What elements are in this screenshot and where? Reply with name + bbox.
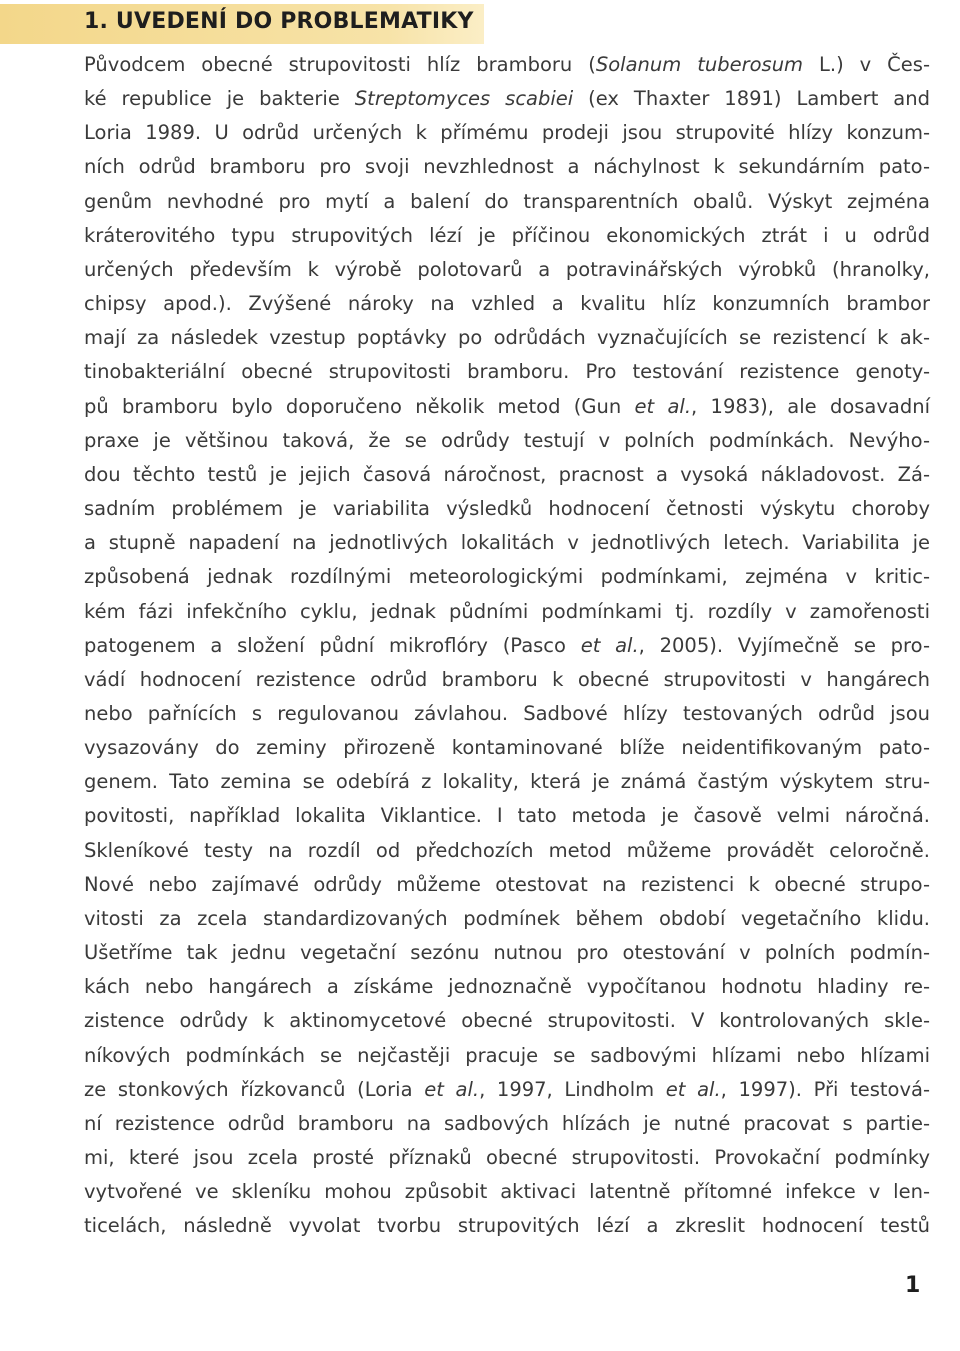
italic-text: et al. [424,1077,480,1101]
text-run: kém fázi infekčního cyklu, jednak půdními podmínkami tj. rozdíly v zamořenosti [84,599,930,623]
text-line [84,663,930,697]
text-line [84,1004,930,1038]
text-line [84,902,930,936]
text-run: vysazovány do zeminy přirozeně kontaminované blíže neidentifikovaným pato- [84,736,930,760]
text-run: ních odrůd bramboru pro svoji nevzhlednost a náchylnost k sekundárním pato- [84,155,930,179]
text-run: vitosti za zcela standardizovaných podmínek během období vegetačního klidu. [84,906,930,930]
text-line [84,1141,930,1175]
text-run: , 1997, Lindholm [479,1077,666,1101]
text-run: dou těchto testů je jejich časová náročnost, pracnost a vysoká nákladovost. Zá- [84,462,930,486]
text-line [84,765,930,799]
text-run: Loria 1989. U odrůd určených k přímému prodeji jsou strupovité hlízy konzum- [84,121,930,145]
text-line [84,458,930,492]
text-run: (ex Thaxter 1891) Lambert and [573,87,930,111]
text-line [84,1107,930,1141]
text-line [84,185,930,219]
text-line [84,355,930,389]
text-line [84,1209,930,1243]
text-run: určených především k výrobě polotovarů a potravinářských výrobků (hranolky, [84,257,930,281]
text-run: genům nevhodné pro mytí a balení do transparentních obalů. Výskyt zejména [84,189,930,213]
text-run: Ušetříme tak jednu vegetační sezónu nutnou pro otestování v polních podmín- [84,941,930,965]
text-run: vytvořené ve skleníku mohou způsobit aktivaci latentně přítomné infekce v len- [84,1180,930,1204]
text-run: Skleníkové testy na rozdíl od předchozích metod můžeme provádět celoročně. [84,838,930,862]
text-line [84,595,930,629]
italic-text: Solanum tuberosum [595,53,804,76]
text-run: Nové nebo zajímavé odrůdy můžeme otestovat na rezistenci k obecné strupo- [84,872,930,896]
text-run: vádí hodnocení rezistence odrůd bramboru k obecné strupovitosti v hangárech [84,667,930,691]
text-run: ké republice je bakterie [84,87,355,111]
chapter-heading: 1. UVEDENÍ DO PROBLEMATIKY [84,9,474,34]
text-run: , 1997). Při testová- [720,1077,930,1101]
text-run: a stupně napadení na jednotlivých lokalitách v jednotlivých letech. Variabilita je [84,531,930,555]
text-run: zistence odrůdy k aktinomycetové obecné strupovitosti. V kontrolovaných skle- [84,1009,930,1033]
italic-text: et al. [665,1077,721,1101]
text-line [84,526,930,560]
text-line [84,970,930,1004]
body-paragraph [84,48,930,1243]
italic-text: et al. [634,394,692,418]
text-run: mi, které jsou zcela prosté příznaků obecné strupovitosti. Provokační podmínky [84,1146,930,1169]
text-line [84,936,930,970]
italic-text: Streptomyces scabiei [354,87,574,111]
text-line [84,799,930,833]
text-line [84,287,930,321]
text-run: , 1983), ale dosavadní [691,394,931,418]
text-run: patogenem a složení půdní mikroflóry (Pasco [84,633,581,657]
text-line [84,1039,930,1073]
text-line [84,629,930,663]
text-line [84,424,930,458]
text-line [84,868,930,902]
text-line [84,321,930,355]
text-run: ze stonkových řízkovanců (Loria [84,1077,425,1101]
text-line [84,390,930,424]
text-run: způsobená jednak rozdílnými meteorologickými podmínkami, zejména v kritic- [84,565,930,589]
text-line [84,731,930,765]
text-run: sadním problémem je variabilita výsledků hodnocení četnosti výskytu choroby [84,497,930,521]
text-run: kách nebo hangárech a získáme jednoznačně vypočítanou hodnotu hladiny re- [84,975,930,999]
text-run: Původcem obecné strupovitosti hlíz bramboru ( [84,53,596,76]
text-line [84,219,930,253]
text-run: tinobakteriální obecné strupovitosti bramboru. Pro testování rezistence genoty- [84,360,930,384]
text-line [84,492,930,526]
text-line [84,697,930,731]
text-run: kráterovitého typu strupovitých lézí je příčinou ekonomických ztrát i u odrůd [84,223,930,247]
text-line [84,834,930,868]
text-run: , 2005). Vyjímečně se pro- [638,633,930,657]
text-line [84,82,930,116]
text-line [84,253,930,287]
text-run: nebo pařnících s regulovanou závlahou. Sadbové hlízy testovaných odrůd jsou [84,701,930,725]
text-line [84,48,930,82]
text-run: povitosti, například lokalita Viklantice. I tato metoda je časově velmi náročná. [84,804,930,828]
text-run: L.) v Čes- [803,53,930,76]
text-run: pů bramboru bylo doporučeno několik metod (Gun [84,394,635,418]
text-run: mají za následek vzestup poptávky po odrůdách vyznačujících se rezistencí k ak- [84,326,930,350]
text-run: ticelách, následně vyvolat tvorbu strupovitých lézí a zkreslit hodnocení testů [84,1214,930,1238]
text-line [84,1073,930,1107]
text-run: chipsy apod.). Zvýšené nároky na vzhled a kvalitu hlíz konzumních brambor [84,292,930,316]
text-run: níkových podmínkách se nejčastěji pracuje se sadbovými hlízami nebo hlízami [84,1043,930,1067]
text-line [84,116,930,150]
text-line [84,1175,930,1209]
text-line [84,150,930,184]
italic-text: et al. [580,633,639,657]
page-number: 1 [905,1273,921,1298]
text-run: genem. Tato zemina se odebírá z lokality, která je známá častým výskytem stru- [84,770,930,794]
text-run: praxe je většinou taková, že se odrůdy testují v polních podmínkách. Nevýho- [84,428,930,452]
text-line [84,560,930,594]
text-run: ní rezistence odrůd bramboru na sadbových hlízách je nutné pracovat s partie- [84,1111,930,1135]
